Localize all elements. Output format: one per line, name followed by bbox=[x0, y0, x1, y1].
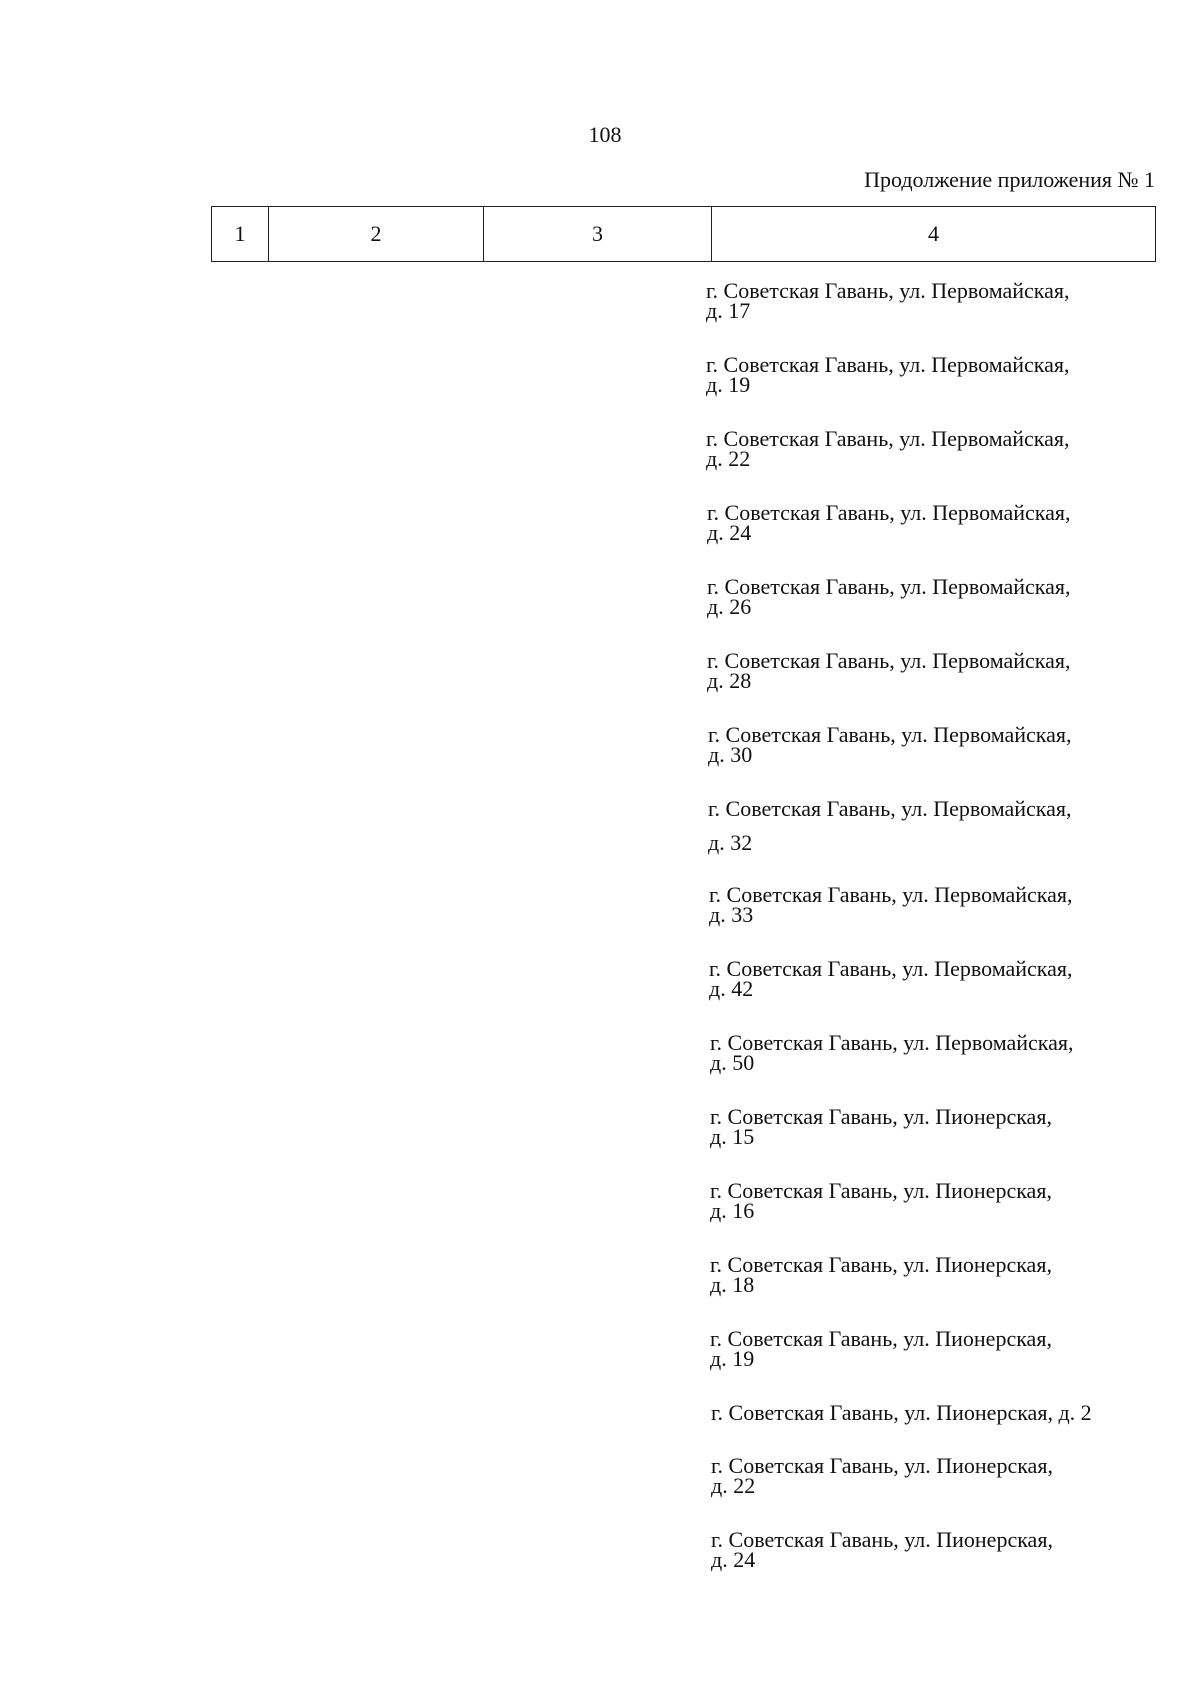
address-house: д. 32 bbox=[708, 830, 753, 855]
column-2-header: 2 bbox=[269, 207, 484, 262]
address-house: д. 28 bbox=[707, 668, 752, 693]
address-house: д. 22 bbox=[706, 446, 751, 471]
address-street: г. Советская Гавань, ул. Первомайская, bbox=[706, 352, 1070, 377]
address-entry bbox=[707, 500, 1071, 545]
column-1-header: 1 bbox=[212, 207, 269, 262]
address-street: г. Советская Гавань, ул. Первомайская, bbox=[709, 956, 1073, 981]
address-street: г. Советская Гавань, ул. Пионерская, bbox=[710, 1326, 1052, 1351]
address-house: д. 17 bbox=[706, 298, 751, 323]
address-street: г. Советская Гавань, ул. Пионерская, bbox=[711, 1527, 1053, 1552]
address-street: г. Советская Гавань, ул. Пионерская, bbox=[710, 1252, 1052, 1277]
address-street: г. Советская Гавань, ул. Первомайская, bbox=[706, 426, 1070, 451]
column-4-header: 4 bbox=[712, 207, 1156, 262]
address-house: д. 24 bbox=[711, 1547, 756, 1572]
address-house: д. 19 bbox=[706, 372, 751, 397]
address-entry bbox=[707, 574, 1071, 619]
address-entry bbox=[706, 352, 1070, 397]
address-street: г. Советская Гавань, ул. Первомайская, bbox=[710, 1030, 1074, 1055]
address-street: г. Советская Гавань, ул. Первомайская, bbox=[707, 648, 1071, 673]
address-entry bbox=[711, 1400, 1092, 1425]
address-house: д. 33 bbox=[709, 902, 754, 927]
address-street: г. Советская Гавань, ул. Первомайская, bbox=[706, 278, 1070, 303]
address-entry bbox=[710, 1104, 1052, 1149]
address-entry bbox=[710, 1030, 1074, 1075]
address-entry bbox=[709, 882, 1073, 927]
column-number-header-table bbox=[211, 206, 1156, 262]
address-street: г. Советская Гавань, ул. Первомайская, bbox=[707, 500, 1071, 525]
address-entry bbox=[706, 278, 1070, 323]
address-street: г. Советская Гавань, ул. Первомайская, bbox=[707, 574, 1071, 599]
appendix-continuation-label: Продолжение приложения № 1 bbox=[864, 167, 1155, 192]
address-street: г. Советская Гавань, ул. Пионерская, bbox=[710, 1104, 1052, 1129]
address-house: д. 15 bbox=[710, 1124, 755, 1149]
address-house: д. 16 bbox=[710, 1198, 755, 1223]
address-street: г. Советская Гавань, ул. Первомайская, bbox=[708, 722, 1072, 747]
address-entry bbox=[708, 722, 1072, 767]
address-house: д. 19 bbox=[710, 1346, 755, 1371]
address-house: д. 26 bbox=[707, 594, 752, 619]
address-house: д. 24 bbox=[707, 520, 752, 545]
header-row bbox=[212, 207, 1156, 262]
page-number: 108 bbox=[588, 122, 622, 147]
address-entry bbox=[710, 1326, 1052, 1371]
address-entry bbox=[708, 796, 1072, 855]
address-entry bbox=[710, 1252, 1052, 1297]
address-entry bbox=[711, 1527, 1053, 1572]
address-entry bbox=[709, 956, 1073, 1001]
address-entry bbox=[706, 426, 1070, 471]
address-entry bbox=[707, 648, 1071, 693]
address-house: д. 30 bbox=[708, 742, 753, 767]
address-house: д. 22 bbox=[711, 1473, 756, 1498]
address-street: г. Советская Гавань, ул. Первомайская, bbox=[709, 882, 1073, 907]
address-street: г. Советская Гавань, ул. Пионерская, д. 2 bbox=[711, 1400, 1092, 1425]
address-entry bbox=[711, 1453, 1053, 1498]
address-house: д. 18 bbox=[710, 1272, 755, 1297]
column-3-header: 3 bbox=[484, 207, 712, 262]
address-street: г. Советская Гавань, ул. Пионерская, bbox=[711, 1453, 1053, 1478]
address-house: д. 50 bbox=[710, 1050, 755, 1075]
address-house: д. 42 bbox=[709, 976, 754, 1001]
address-street: г. Советская Гавань, ул. Пионерская, bbox=[710, 1178, 1052, 1203]
address-entry bbox=[710, 1178, 1052, 1223]
address-street: г. Советская Гавань, ул. Первомайская, bbox=[708, 796, 1072, 821]
